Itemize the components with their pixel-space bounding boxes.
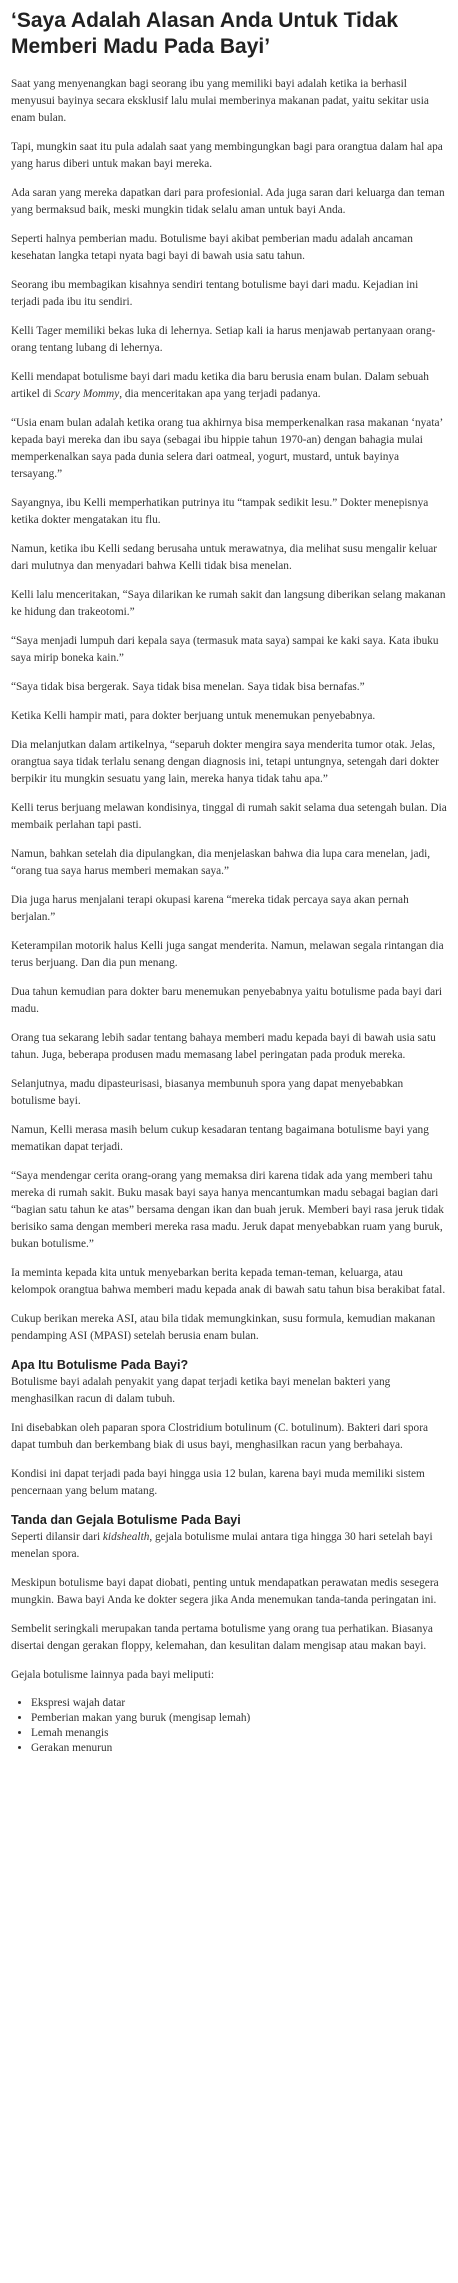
source-name-emphasis: Scary Mommy: [54, 388, 120, 400]
paragraph-text: Seperti dilansir dari: [11, 1531, 103, 1543]
paragraph: Kelli lalu menceritakan, “Saya dilarikan ke rumah sakit dan langsung diberikan selang makanan ke hidung dan trakeotomi.”: [11, 589, 446, 618]
section-heading: Tanda dan Gejala Botulisme Pada Bayi: [11, 1513, 241, 1527]
paragraph: Sembelit seringkali merupakan tanda pertama botulisme yang orang tua perhatikan. Biasanya disertai dengan gerakan floppy, kelemahan, dan kesulitan dalam mengisap atau makan bayi.: [11, 1623, 433, 1652]
paragraph: Selanjutnya, madu dipasteurisasi, biasanya membunuh spora yang dapat menyebabkan botulisme bayi.: [11, 1078, 404, 1107]
paragraph-text: Kelli mendapat botulisme bayi dari madu ketika dia baru berusia enam bulan. Dalam sebuah artikel di: [11, 371, 429, 400]
paragraph: Saat yang menyenangkan bagi seorang ibu yang memiliki bayi adalah ketika ia berhasil menyusui bayinya secara eksklusif lalu mulai memberinya makanan padat, yaitu sekitar usia enam bulan.: [11, 78, 429, 124]
paragraph: Gejala botulisme lainnya pada bayi meliputi:: [11, 1669, 214, 1681]
paragraph: Ada saran yang mereka dapatkan dari para profesionial. Ada juga saran dari keluarga dan teman yang bermaksud baik, meski mungkin tidak selalu aman untuk bayi Anda.: [11, 187, 445, 216]
symptom-list: [11, 1696, 447, 1756]
paragraph: Kelli terus berjuang melawan kondisinya, tinggal di rumah sakit selama dua setengah bulan. Dia membaik perlahan tapi pasti.: [11, 802, 447, 831]
paragraph: Tapi, mungkin saat itu pula adalah saat yang membingungkan bagi para orangtua dalam hal apa yang harus diberi untuk makan bayi mereka.: [11, 141, 443, 170]
article-body-part-1: [11, 76, 447, 403]
article-body-part-2: [11, 415, 447, 1345]
paragraph: Meskipun botulisme bayi dapat diobati, penting untuk mendapatkan perawatan medis sesegera mungkin. Bawa bayi Anda ke dokter segera jika Anda menemukan tanda-tanda peringatan ini.: [11, 1577, 439, 1606]
list-item: • Gerakan menurun: [31, 1741, 447, 1756]
section-heading: Apa Itu Botulisme Pada Bayi?: [11, 1358, 189, 1372]
paragraph: Ketika Kelli hampir mati, para dokter berjuang untuk menemukan penyebabnya.: [11, 710, 376, 722]
paragraph: Orang tua sekarang lebih sadar tentang bahaya memberi madu kepada bayi di bawah usia satu tahun. Juga, beberapa produsen madu memasang label peringatan pada produk mereka.: [11, 1032, 436, 1061]
paragraph: “Saya mendengar cerita orang-orang yang memaksa diri karena tidak ada yang memberi tahu mereka di rumah sakit. Buku masak bayi saya hanya mencantumkan madu sebagai bagian dari “bagian satu tahun ke atas” bersama dengan ikan dan buah jeruk. Memberi bayi rasa jeruk tidak berisiko sama dengan memberi mereka rasa madu. Jeruk dapat menyebabkan ruam yang buruk, bukan botulisme.”: [11, 1170, 444, 1250]
paragraph: Namun, bahkan setelah dia dipulangkan, dia menjelaskan bahwa dia lupa cara menelan, jadi, “orang tua saya harus memberi memakan saya.”: [11, 848, 431, 877]
paragraph: “Usia enam bulan adalah ketika orang tua akhirnya bisa memperkenalkan rasa makanan ‘nyata’ kepada bayi mereka dan ibu saya (sebagai ibu hippie tahun 1970-an) dengan bahagia mulai memperkenalkan saya pada dunia selera dari oatmeal, yogurt, mustard, untuk bayinya tersayang.”: [11, 417, 443, 480]
paragraph: Namun, Kelli merasa masih belum cukup kesadaran tentang bagaimana botulisme bayi yang mematikan dapat terjadi.: [11, 1124, 429, 1153]
paragraph: Botulisme bayi adalah penyakit yang dapat terjadi ketika bayi menelan bakteri yang menghasilkan racun di dalam tubuh.: [11, 1376, 391, 1405]
source-name-emphasis: kidshealth: [102, 1531, 150, 1543]
paragraph: Namun, ketika ibu Kelli sedang berusaha untuk merawatnya, dia melihat susu mengalir keluar dari mulutnya dan menyadari bahwa Kelli tidak bisa menelan.: [11, 543, 438, 572]
paragraph: Kelli Tager memiliki bekas luka di lehernya. Setiap kali ia harus menjawab pertanyaan orang-orang tentang lubang di lehernya.: [11, 325, 436, 354]
paragraph: Cukup berikan mereka ASI, atau bila tidak memungkinkan, susu formula, kemudian makanan pendamping ASI (MPASI) setelah berusia enam bulan.: [11, 1313, 436, 1342]
paragraph: Kondisi ini dapat terjadi pada bayi hingga usia 12 bulan, karena bayi muda memiliki sistem pencernaan yang belum matang.: [11, 1468, 425, 1497]
paragraph: Dia melanjutkan dalam artikelnya, “separuh dokter mengira saya menderita tumor otak. Jelas, orangtua saya tidak terlalu senang dengan diagnosis ini, tetapi untungnya, setengah dari dokter berpikir itu mungkin sesuatu yang lain, mereka hanya tidak tahu apa.”: [11, 739, 439, 785]
list-item: • Ekspresi wajah datar: [31, 1696, 447, 1711]
list-item: • Pemberian makan yang buruk (mengisap lemah): [31, 1711, 447, 1726]
paragraph-text: , gejala botulisme mulai antara tiga hingga 30 hari setelah bayi menelan spora.: [11, 1531, 433, 1560]
section-signs-and-symptoms: [11, 1512, 447, 1756]
paragraph-text: , dia menceritakan apa yang terjadi padanya.: [119, 388, 321, 400]
paragraph: Dua tahun kemudian para dokter baru menemukan penyebabnya yaitu botulisme pada bayi dari madu.: [11, 986, 443, 1015]
article-title: ‘Saya Adalah Alasan Anda Untuk Tidak Memberi Madu Pada Bayi’: [11, 9, 399, 58]
paragraph: Keterampilan motorik halus Kelli juga sangat menderita. Namun, melawan segala rintangan dia terus berjuang. Dan dia pun menang.: [11, 940, 444, 969]
paragraph: Ia meminta kepada kita untuk menyebarkan berita kepada teman-teman, keluarga, atau kelompok orangtua bahwa memberi madu kepada anak di bawah satu tahun bisa berakibat fatal.: [11, 1267, 446, 1296]
paragraph: Seperti halnya pemberian madu. Botulisme bayi akibat pemberian madu adalah ancaman kesehatan langka tetapi nyata bagi bayi di bawah usia satu tahun.: [11, 233, 413, 262]
paragraph: Ini disebabkan oleh paparan spora Clostridium botulinum (C. botulinum). Bakteri dari spora dapat tumbuh dan berkembang biak di usus bayi, menghasilkan racun yang berbahaya.: [11, 1422, 428, 1451]
paragraph: Seorang ibu membagikan kisahnya sendiri tentang botulisme bayi dari madu. Kejadian ini terjadi pada ibu itu sendiri.: [11, 279, 419, 308]
paragraph: “Saya menjadi lumpuh dari kepala saya (termasuk mata saya) sampai ke kaki saya. Kata ibuku saya mirip boneka kain.”: [11, 635, 439, 664]
paragraph: Dia juga harus menjalani terapi okupasi karena “mereka tidak percaya saya akan pernah berjalan.”: [11, 894, 409, 923]
paragraph-kidshealth: [11, 1529, 447, 1563]
paragraph: Sayangnya, ibu Kelli memperhatikan putrinya itu “tampak sedikit lesu.” Dokter menepisnya ketika dokter mengatakan itu flu.: [11, 497, 429, 526]
paragraph: “Saya tidak bisa bergerak. Saya tidak bisa menelan. Saya tidak bisa bernafas.”: [11, 681, 365, 693]
paragraph-scary-mommy: [11, 369, 447, 403]
section-what-is-infant-botulism: [11, 1357, 447, 1500]
list-item: • Lemah menangis: [31, 1726, 447, 1741]
